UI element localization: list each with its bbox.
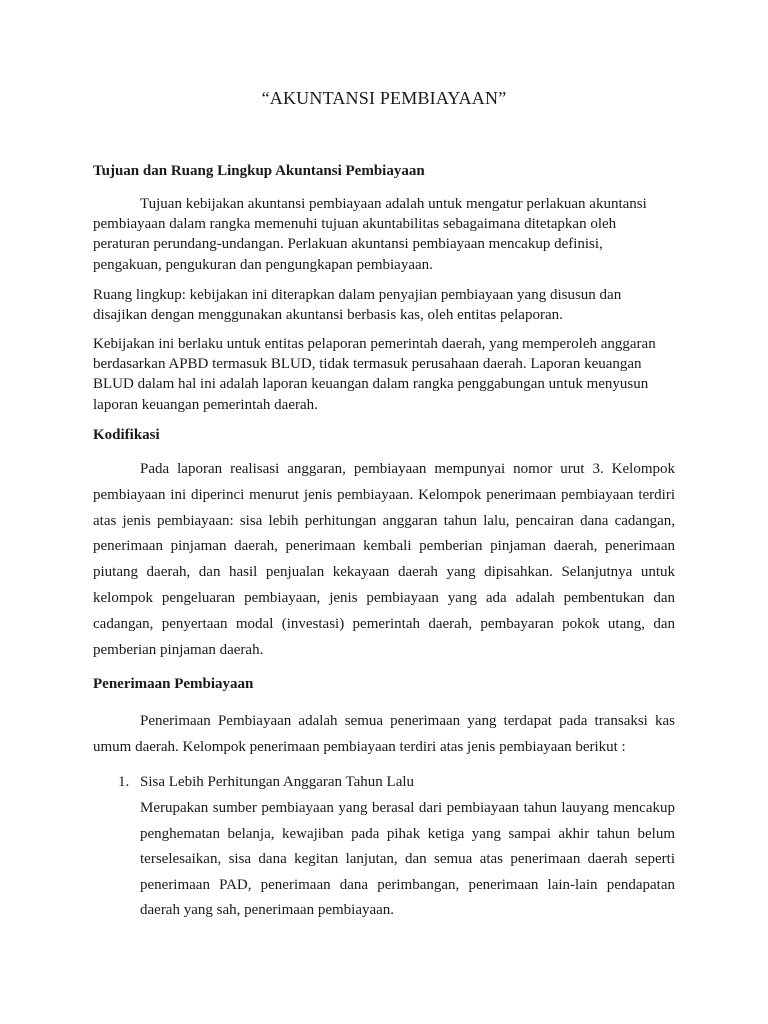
- paragraph-ruang-lingkup: Ruang lingkup: kebijakan ini diterapkan dalam penyajian pembiayaan yang disusun dan disajikan dengan menggunakan akuntansi berbasis kas, oleh entitas pelaporan.: [93, 287, 622, 324]
- paragraph-penerimaan: Penerimaan Pembiayaan adalah semua penerimaan yang terdapat pada transaksi kas umum daerah. Kelompok penerimaan pembiayaan terdiri atas jenis pembiayaan berikut :: [93, 713, 675, 755]
- list-item-title: Sisa Lebih Perhitungan Anggaran Tahun Lalu: [140, 774, 415, 790]
- paragraph-kodifikasi: Pada laporan realisasi anggaran, pembiayaan mempunyai nomor urut 3. Kelompok pembiayaan ini diperinci menurut jenis pembiayaan. Kelompok penerimaan pembiayaan terdiri atas jenis pembiayaan: sisa lebih perhitungan anggaran tahun lalu, pencairan dana cadangan, penerimaan pinjaman daerah, penerimaan kembali pemberian pinjaman daerah, penerimaan piutang daerah, dan hasil penjualan kekayaan daerah yang dipisahkan. Selanjutnya untuk kelompok pengeluaran pembiayaan, jenis pembiayaan yang ada adalah pembentukan dan cadangan, penyertaan modal (investasi) pemerintah daerah, pembayaran pokok utang, dan pemberian pinjaman daerah.: [93, 461, 675, 658]
- list-item-body: Merupakan sumber pembiayaan yang berasal dari pembiayaan tahun lauyang mencakup penghematan belanja, kewajiban pada pihak ketiga yang sampai akhir tahun belum terselesaikan, sisa dana kegitan lanjutan, dan semua atas penerimaan daerah seperti penerimaan PAD, penerimaan dana perimbangan, penerimaan lain-lain pendapatan daerah yang sah, penerimaan pembiayaan.: [140, 800, 675, 918]
- paragraph-kebijakan: Kebijakan ini berlaku untuk entitas pelaporan pemerintah daerah, yang memperoleh anggaran berdasarkan APBD termasuk BLUD, tidak termasuk perusahaan daerah. Laporan keuangan BLUD dalam hal ini adalah laporan keuangan dalam rangka penggabungan untuk menyusun laporan keuangan pemerintah daerah.: [93, 336, 656, 413]
- section-heading-kodifikasi: Kodifikasi: [93, 427, 160, 443]
- document-title: “AKUNTANSI PEMBIAYAAN”: [261, 88, 507, 108]
- section-heading-penerimaan: Penerimaan Pembiayaan: [93, 676, 254, 692]
- section-heading-tujuan: Tujuan dan Ruang Lingkup Akuntansi Pembiayaan: [93, 163, 425, 179]
- list-item-number: 1.: [118, 774, 130, 790]
- paragraph-tujuan-1: Tujuan kebijakan akuntansi pembiayaan adalah untuk mengatur perlakuan akuntansi pembiayaan dalam rangka memenuhi tujuan akuntabilitas sebagaimana ditetapkan oleh peraturan perundang-undangan. Perlakuan akuntansi pembiayaan mencakup definisi, pengakuan, pengukuran dan pengungkapan pembiayaan.: [93, 196, 647, 273]
